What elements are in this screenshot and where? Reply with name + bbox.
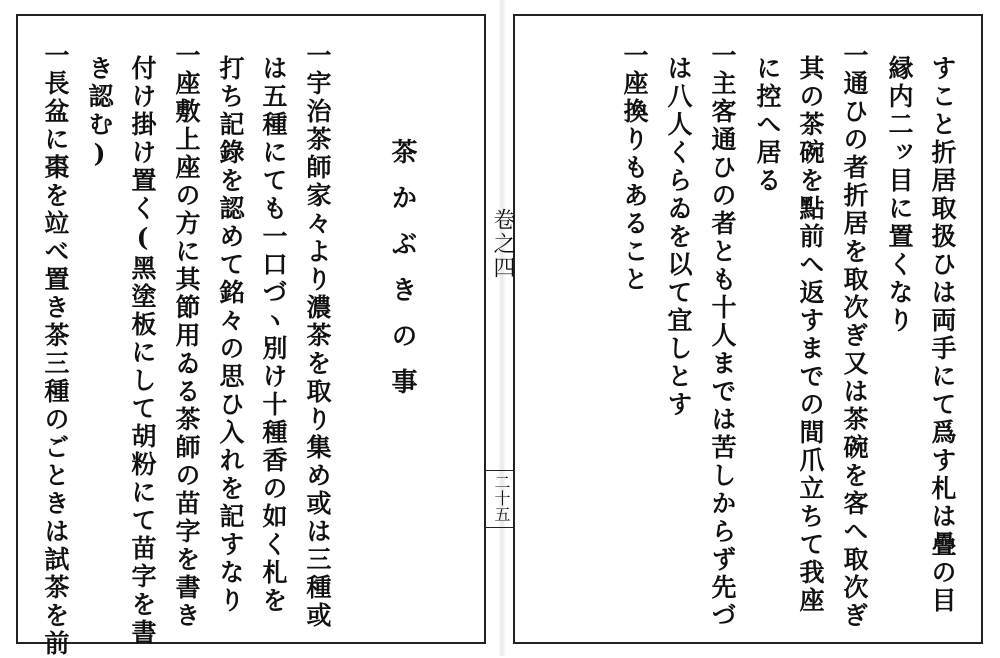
right-page-column: 縁内二ッ目に置くなり: [885, 55, 914, 335]
right-page-column: 一座換りもあること: [620, 42, 649, 294]
right-page-column: は八人くらゐを以て宜しとす: [664, 55, 693, 419]
left-page-column: 一長盆に棗を竝べ置き茶三種のごときは試茶を前: [41, 42, 70, 658]
left-page-column: 一座敷上座の方に其節用ゐる茶師の苗字を書き: [172, 42, 201, 630]
right-page-column: 一通ひの者折居を取次ぎ又は茶碗を客へ取次ぎ: [840, 42, 869, 630]
spine-rule-left: [484, 14, 486, 644]
spine-rule-right: [513, 14, 515, 644]
volume-label: 卷之四: [490, 208, 515, 280]
right-page-column: に控へ居る: [753, 55, 782, 195]
book-gutter: [498, 0, 506, 656]
page-number-rule-top: [485, 470, 513, 471]
left-page-column: は五種にても一口づヽ別け十種香の如く札を: [259, 55, 288, 615]
left-page-column: 打ち記錄を認めて銘々の思ひ入れを記すなり: [216, 55, 245, 615]
section-heading: 茶かぶきの事: [387, 138, 417, 414]
left-page-column: 一宇治茶師家々より濃茶を取り集め或は三種或: [303, 42, 332, 630]
right-page-column: 其の茶碗を點前へ返すまでの間爪立ちて我座: [796, 55, 825, 615]
left-page-column: き認む): [85, 55, 114, 171]
page-number-rule-bottom: [485, 527, 513, 528]
right-page-column: 一主客通ひの者とも十人までは苦しからず先づ: [708, 42, 737, 630]
left-page-column: 付け掛け置く(黑塗板にして胡粉にて苗字を書: [128, 55, 157, 647]
right-page-column: すこと折居取扱ひは両手にて爲す札は疊の目: [928, 55, 957, 615]
page-number: 二十五: [492, 474, 511, 522]
